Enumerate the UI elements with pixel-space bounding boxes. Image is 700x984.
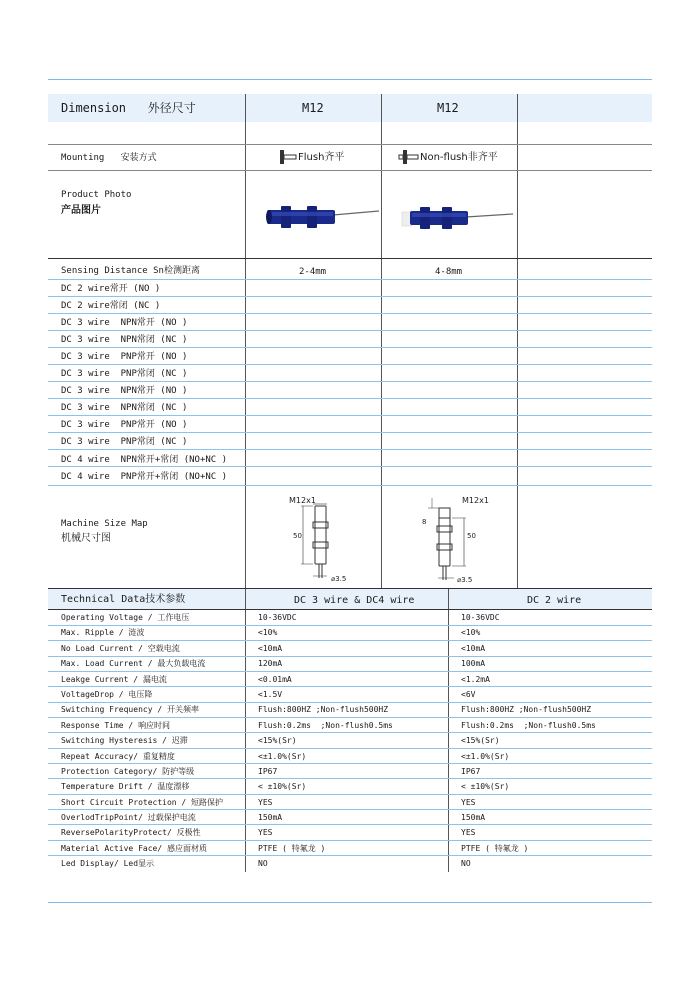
tech-hline [48,717,652,718]
tech-row-v1: Flush:800HZ ;Non-flush500HZ [258,705,389,714]
nonflush-length-label: 50 [467,532,476,540]
header-label-en: Dimension [61,101,127,115]
tech-row-v1: IP67 [258,767,278,776]
flush-length-label: 50 [293,532,302,540]
tech-row-v2: <6V [461,690,476,699]
tech-row-v2: NO [461,859,471,868]
hline-r9 [48,432,652,433]
tech-row-label: ReversePolarityProtect/ 反极性 [61,828,201,837]
tech-hline [48,625,652,626]
tech-hline [48,671,652,672]
tech-row-label: Temperature Drift / 温度漂移 [61,782,190,791]
hline-mounting [48,170,652,171]
tech-hline [48,794,652,795]
wiring-row: DC 3 wire PNP常闭 (NC ) [61,437,188,447]
nonflush-sensor-photo [396,198,516,238]
tech-col2-header: DC 2 wire [527,595,582,606]
tech-row-v1: <±1.0%(Sr) [258,752,307,761]
tech-row-v2: <10mA [461,644,486,653]
header-label [61,102,196,114]
tech-row-v2: YES [461,798,476,807]
tech-hline [48,840,652,841]
wiring-row: DC 3 wire NPN常开 (NO ) [61,386,188,396]
hline-r8 [48,415,652,416]
tech-row-label: Operating Voltage / 工作电压 [61,613,190,622]
tech-row-v2: PTFE ( 特氟龙 ) [461,844,529,853]
wiring-row: DC 3 wire PNP常开 (NO ) [61,420,188,430]
photo-label-en: Product Photo [61,190,132,200]
tech-row-v1: <1.5V [258,690,283,699]
sensing-label: Sensing Distance Sn检测距离 [61,266,200,276]
upper-vline-2 [381,94,382,588]
hline-r7 [48,398,652,399]
tech-row-label: Max. Load Current / 最大负载电流 [61,659,206,668]
tech-hline [48,809,652,810]
tech-row-v2: 10-36VDC [461,613,500,622]
tech-hline [48,656,652,657]
mounting-nonflush-text: Non-flush非齐平 [420,152,498,163]
mounting-label-en: Mounting [61,153,105,163]
tech-row-label: Leakge Current / 漏电流 [61,675,167,684]
wiring-row: DC 3 wire NPN常闭 (NC ) [61,403,188,413]
nonflush-dimension-drawing [418,494,518,586]
flush-thread-label: M12x1 [289,496,316,505]
tech-hline [48,640,652,641]
header-col1: M12 [302,101,324,115]
hline-sensing [48,279,652,280]
tech-row-v1: PTFE ( 特氟龙 ) [258,844,326,853]
tech-row-label: Switching Frequency / 开关频率 [61,705,199,714]
tech-row-v2: 100mA [461,659,486,668]
tech-row-v2: Flush:800HZ ;Non-flush500HZ [461,705,592,714]
tech-row-label: Response Time / 响应时间 [61,721,171,730]
tech-row-label: Material Active Face/ 感应面材质 [61,844,207,853]
tech-row-v1: YES [258,828,273,837]
flush-sensor-photo [263,198,383,238]
tech-row-v2: 150mA [461,813,486,822]
mounting-nonflush [398,150,498,164]
tech-row-label: Led Display/ Led显示 [61,859,155,868]
tech-header: Technical Data技术参数 [61,594,186,605]
tech-row-v1: <10% [258,628,278,637]
tech-row-label: VoltageDrop / 电压降 [61,690,153,699]
tech-vline-1 [245,589,246,872]
hline-header [48,144,652,145]
header-label-cn: 外径尺寸 [147,101,196,115]
tech-col1-header: DC 3 wire & DC4 wire [294,595,415,606]
nonflush-dia-label: ⌀3.5 [457,576,473,584]
tech-row-v1: 150mA [258,813,283,822]
wiring-row: DC 4 wire NPN常开+常闭 (NO+NC ) [61,455,228,465]
wiring-row: DC 3 wire NPN常开 (NO ) [61,318,188,328]
tech-vline-2 [448,589,449,872]
header-col2: M12 [437,101,459,115]
tech-row-label: Repeat Accuracy/ 重复精度 [61,752,175,761]
mounting-label [61,152,157,164]
hline-r1 [48,296,652,297]
tech-row-v2: <10% [461,628,481,637]
tech-row-label: OverlodTripPoint/ 过载保护电流 [61,813,196,822]
mounting-flush [278,150,344,164]
tech-row-label: Switching Hysteresis / 迟滞 [61,736,188,745]
tech-row-label: Protection Category/ 防护等级 [61,767,195,776]
nonflush-extend-label: 8 [422,518,427,526]
tech-row-v2: IP67 [461,767,481,776]
sizemap-label-cn: 机械尺寸图 [61,533,111,544]
wiring-row: DC 4 wire PNP常开+常闭 (NO+NC ) [61,472,228,482]
tech-hline [48,686,652,687]
top-divider [48,79,652,80]
tech-row-label: No Load Current / 空载电流 [61,644,180,653]
tech-row-v2: <1.2mA [461,675,490,684]
tech-row-v2: < ±10%(Sr) [461,782,510,791]
tech-row-v2: Flush:0.2ms ;Non-flush0.5ms [461,721,596,730]
tech-row-v1: 120mA [258,659,283,668]
wiring-row: DC 2 wire常闭 (NC ) [61,301,161,311]
flush-dia-label: ⌀3.5 [331,575,347,583]
hline-r6 [48,381,652,382]
tech-hline-0 [48,609,652,610]
tech-row-v1: Flush:0.2ms ;Non-flush0.5ms [258,721,393,730]
wiring-row: DC 2 wire常开 (NO ) [61,284,161,294]
hline-r4 [48,347,652,348]
tech-hline [48,855,652,856]
upper-vline-1 [245,94,246,588]
nonflush-thread-label: M12x1 [462,496,489,505]
sensing-col2: 4-8mm [435,267,463,277]
flush-mount-icon [278,150,298,164]
tech-row-v1: <10mA [258,644,283,653]
tech-row-v1: 10-36VDC [258,613,297,622]
bottom-divider [48,902,652,903]
tech-row-v1: <15%(Sr) [258,736,297,745]
hline-r12 [48,485,652,486]
wiring-row: DC 3 wire NPN常闭 (NC ) [61,335,188,345]
tech-hline [48,778,652,779]
nonflush-mount-icon [398,150,420,164]
tech-row-v1: <0.01mA [258,675,292,684]
hline-photo [48,258,652,259]
tech-hline [48,702,652,703]
mounting-flush-text: Flush齐平 [298,152,345,163]
wiring-row: DC 3 wire PNP常闭 (NC ) [61,369,188,379]
tech-row-v1: < ±10%(Sr) [258,782,307,791]
hline-r5 [48,364,652,365]
tech-hline [48,763,652,764]
tech-row-v2: YES [461,828,476,837]
tech-row-v2: <±1.0%(Sr) [461,752,510,761]
tech-row-v2: <15%(Sr) [461,736,500,745]
tech-row-label: Short Circuit Protection / 短路保护 [61,798,224,807]
flush-dimension-drawing [283,494,373,586]
hline-r3 [48,330,652,331]
tech-row-v1: NO [258,859,268,868]
tech-row-label: Max. Ripple / 涟波 [61,628,145,637]
photo-label-cn: 产品图片 [61,205,101,216]
tech-hline [48,824,652,825]
mounting-label-cn: 安装方式 [120,153,157,163]
hline-r10 [48,449,652,450]
sensing-col1: 2-4mm [299,267,327,277]
tech-row-v1: YES [258,798,273,807]
hline-r11 [48,466,652,467]
wiring-row: DC 3 wire PNP常开 (NO ) [61,352,188,362]
sizemap-label-en: Machine Size Map [61,519,148,529]
hline-r2 [48,313,652,314]
tech-hline [48,732,652,733]
tech-hline [48,748,652,749]
